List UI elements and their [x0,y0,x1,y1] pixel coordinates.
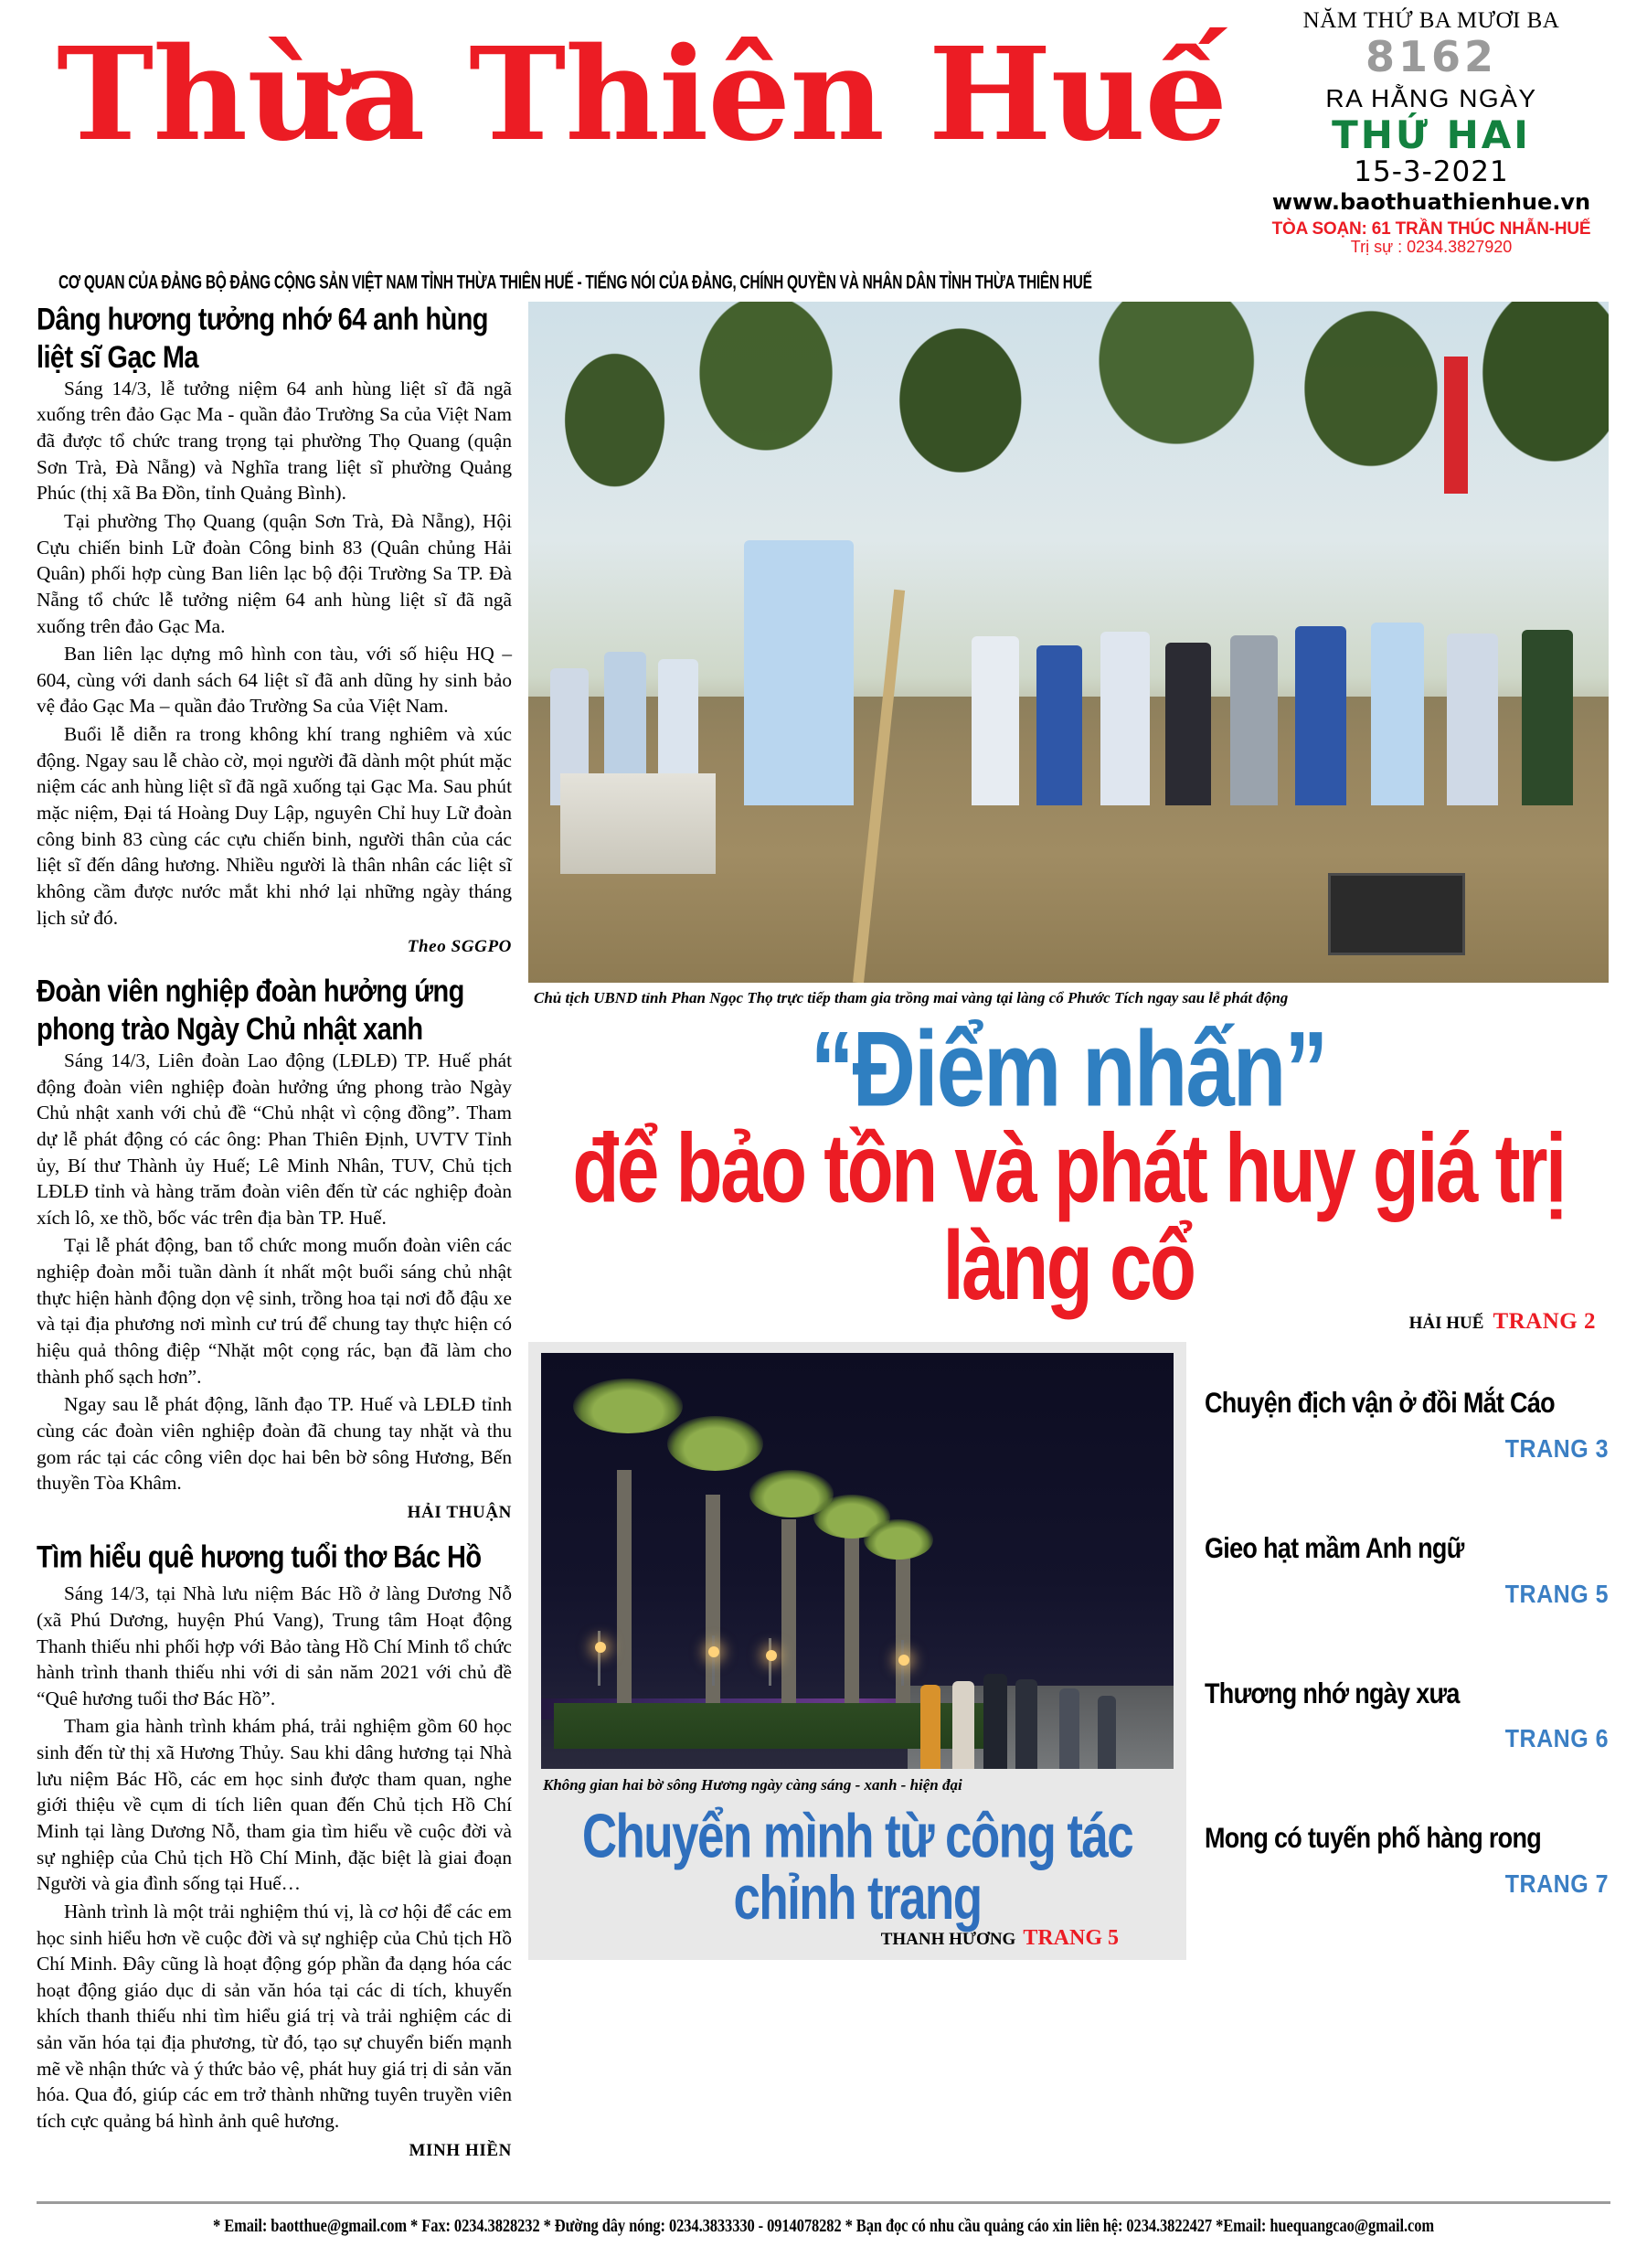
footer-contact-line: * Email: baotthue@gmail.com * Fax: 0234.3828232 * Đường dây nóng: 0234.3833330 - 0914078282 * Bạn đọc có nhu cầu quảng cáo xin liên hệ: 0234.3822427 *Email: huequangcao@gmail.com [213,2214,1434,2236]
article-paragraph: Ngay sau lễ phát động, lãnh đạo TP. Huế và LĐLĐ tỉnh cùng các đoàn viên nghiệp đoàn đã chung tay nhặt và thu gom rác tại các công viên dọc hai bên bờ sông Hương, Bến thuyền Tòa Khâm. [37,1393,512,1495]
lower-section [528,1342,1609,1960]
secondary-photo-caption: Không gian hai bờ sông Hương ngày càng sáng - xanh - hiện đại [543,1776,962,1794]
lead-headline-line2[interactable]: để bảo tồn và phát huy giá trị làng cổ [572,1114,1565,1321]
teaser-item-hang-rong[interactable] [1205,1823,1609,1897]
article-paragraph: Ban liên lạc dựng mô hình con tàu, với số hiệu HQ – 604, cùng với danh sách 64 liệt sĩ đã anh dũng hy sinh bảo vệ đảo Gạc Ma – quần đảo Trường Sa của Việt Nam. [37,643,512,718]
lead-headline-block [528,1010,1609,1321]
article-gac-ma [37,302,512,957]
article-headline: Tìm hiểu quê hương tuổi thơ Bác Hồ [37,1540,482,1575]
masthead [37,0,1610,265]
teaser-page-ref[interactable]: TRANG 3 [1504,1435,1609,1464]
secondary-page-ref[interactable]: TRANG 5 [1023,1926,1119,1951]
secondary-byline: THANH HƯƠNG [880,1930,1016,1950]
publication-date: 15-3-2021 [1354,155,1509,189]
main-content [37,302,1610,2177]
article-bac-ho [37,1539,512,2161]
article-paragraph: Sáng 14/3, Liên đoàn Lao động (LĐLĐ) TP. Huế phát động đoàn viên nghiệp đoàn hưởng ứng phong trào Ngày Chủ nhật xanh với chủ đề “Chủ nhật vì cộng đồng”. Tham dự lễ phát động có các ông: Phan Thiên Định, UVTV Tỉnh ủy, Bí thư Thành ủy Huế; Lê Minh Nhân, TUV, Chủ tịch LĐLĐ tỉnh và hàng trăm đoàn viên đến từ các nghiệp đoàn xích lô, xe thồ, bốc vác trên địa bàn TP. Huế. [37,1049,512,1229]
teaser-list [1199,1342,1609,1960]
teaser-item-ngay-xua[interactable] [1205,1678,1609,1752]
lead-photo-caption: Chủ tịch UBND tỉnh Phan Ngọc Thọ trực tiếp tham gia trồng mai vàng tại làng cổ Phước Tích ngay sau lễ phát động [534,989,1289,1006]
article-paragraph: Sáng 14/3, lễ tưởng niệm 64 anh hùng liệt sĩ đã ngã xuống trên đảo Gạc Ma - quần đảo Trường Sa của Việt Nam đã được tổ chức trang trọng tại phường Thọ Quang (quận Sơn Trà, Đà Nẵng) và Nghĩa trang liệt sĩ phường Quảng Phúc (thị xã Ba Đồn, tỉnh Quảng Bình). [37,377,512,505]
article-byline: Theo SGGPO [407,937,512,957]
frequency-label: RA HẰNG NGÀY [1325,83,1537,112]
teaser-item-dich-van[interactable] [1205,1388,1609,1462]
teaser-title[interactable]: Chuyện địch vận ở đồi Mắt Cáo [1205,1387,1555,1420]
lead-byline: HẢI HUẾ [1408,1314,1484,1334]
office-phone: Trị sự : 0234.3827920 [1350,237,1513,256]
teaser-title[interactable]: Mong có tuyến phố hàng rong [1205,1822,1542,1855]
right-column [528,302,1609,2177]
article-paragraph: Buổi lễ diễn ra trong không khí trang nghiêm và xúc động. Ngay sau lễ chào cờ, mọi người đã dành một phút mặc niệm các anh hùng liệt sĩ đã ngã xuống tại Gạc Ma. Sau phút mặc niệm, Đại tá Hoàng Duy Lập, nguyên Chỉ huy Lữ đoàn công binh 83 cùng các cựu chiến binh, người thân của các liệt sĩ đến dâng hương. Nhiều người là thân nhân các liệt sĩ không cầm được nước mắt khi nhớ lại những ngày tháng lịch sử đó. [37,723,512,929]
lead-photo-tree-planting [528,302,1609,983]
publication-year-line: NĂM THỨ BA MƯƠI BA [1302,8,1560,33]
photo-flag [1444,357,1468,494]
article-paragraph: Sáng 14/3, tại Nhà lưu niệm Bác Hồ ở làng Dương Nỗ (xã Phú Dương, huyện Phú Vang), Trung tâm Hoạt động Thanh thiếu nhi phối hợp với Bảo tàng Hồ Chí Minh tổ chức hành trình thanh thiếu nhi với di sản năm 2021 với chủ đề “Quê hương tuổi thơ Bác Hồ”. [37,1582,512,1709]
weekday-label: THỨ HAI [1332,112,1531,157]
masthead-info-block [1252,0,1610,256]
article-paragraph: Tham gia hành trình khám phá, trải nghiệm gồm 60 học sinh đến từ thị xã Hương Thủy. Sau khi dâng hương tại Nhà lưu niệm Bác Hồ, các em học sinh được tham quan, nghe giới thiệu về cụm di tích liên quan đến Chủ tịch Hồ Chí Minh tại làng Dương Nỗ, tham gia tìm hiểu về cuộc đời và sự nghiệp của Chủ tịch Hồ Chí Minh, đặc biệt là giai đoạn Người và gia đình sống tại Huế… [37,1715,512,1895]
website-url[interactable]: www.baothuathienhue.vn [1271,188,1591,215]
secondary-story-block [528,1342,1186,1960]
article-byline: HẢI THUẬN [407,1502,512,1522]
teaser-page-ref[interactable]: TRANG 7 [1504,1870,1609,1899]
issue-number: 8162 [1365,32,1498,82]
teaser-page-ref[interactable]: TRANG 6 [1504,1725,1609,1754]
left-column [37,302,512,2177]
secondary-headline[interactable]: Chuyển mình từ công tác chỉnh trang [581,1802,1133,1933]
office-address: TÒA SOẠN: 61 TRẦN THÚC NHẪN-HUẾ [1271,218,1591,239]
article-paragraph: Hành trình là một trải nghiệm thú vị, là cơ hội để các em học sinh hiểu hơn về cuộc đời và sự nghiệp của Chủ tịch Hồ Chí Minh. Đây cũng là hoạt động góp phần đa dạng hóa các hoạt động giáo dục di sản văn hóa tại các di tích, khuyến khích thanh thiếu nhi tìm hiểu giá trị và trải nghiệm các di sản văn hóa tại địa phương, từ đó, tạo sự chuyển biến mạnh mẽ về nhận thức và ý thức bảo vệ, phát huy giá trị di sản văn hóa. Qua đó, giúp các em trở thành những tuyên truyền viên tích cực quảng bá hình ảnh quê hương. [37,1900,512,2133]
article-paragraph: Tại lễ phát động, ban tổ chức mong muốn đoàn viên các nghiệp đoàn mỗi tuần dành ít nhất một buổi sáng chủ nhật thực hiện hành động dọn vệ sinh, trồng hoa tại nơi đỗ đậu xe và tại địa phương nơi mình cư trú để chung tay thực hiện có hiệu quả thông điệp “Nhặt một cọng rác, bạn đã làm cho thành phố sạch hơn”. [37,1234,512,1388]
teaser-item-anh-ngu[interactable] [1205,1533,1609,1607]
lead-headline-line1[interactable]: “Điểm nhấn” [810,1010,1327,1130]
newspaper-title: Thừa Thiên Huế [57,20,1227,170]
article-byline: MINH HIỀN [409,2140,512,2160]
masthead-tagline: CƠ QUAN CỦA ĐẢNG BỘ ĐẢNG CỘNG SẢN VIỆT NAM TỈNH THỪA THIÊN HUẾ - TIẾNG NÓI CỦA ĐẢNG, CHÍNH QUYỀN VÀ NHÂN DÂN TỈNH THỪA THIÊN HUẾ [58,272,1092,293]
article-headline: Đoàn viên nghiệp đoàn hưởng ứng phong trào Ngày Chủ nhật xanh [37,974,464,1048]
article-chu-nhat-xanh [37,974,512,1523]
secondary-photo-riverfront [541,1353,1174,1769]
article-paragraph: Tại phường Thọ Quang (quận Sơn Trà, Đà Nẵng), Hội Cựu chiến binh Lữ đoàn Công binh 83 (Quân chủng Hải Quân) phối hợp cùng Ban liên lạc bộ đội Trường Sa TP. Đà Nẵng tổ chức lễ tưởng niệm 64 anh hùng liệt sĩ đã ngã xuống trên đảo Gạc Ma. [37,509,512,637]
teaser-title[interactable]: Gieo hạt mầm Anh ngữ [1205,1531,1464,1565]
photo-crowd [528,533,1609,805]
lead-page-ref[interactable]: TRANG 2 [1493,1309,1596,1335]
teaser-page-ref[interactable]: TRANG 5 [1504,1580,1609,1609]
photo-seedling-crate [1328,873,1465,955]
article-headline: Dâng hương tưởng nhớ 64 anh hùng liệt sĩ Gạc Ma [37,303,488,376]
photo-sacks [560,773,716,874]
masthead-left [37,0,1252,171]
teaser-title[interactable]: Thương nhớ ngày xưa [1205,1677,1460,1709]
